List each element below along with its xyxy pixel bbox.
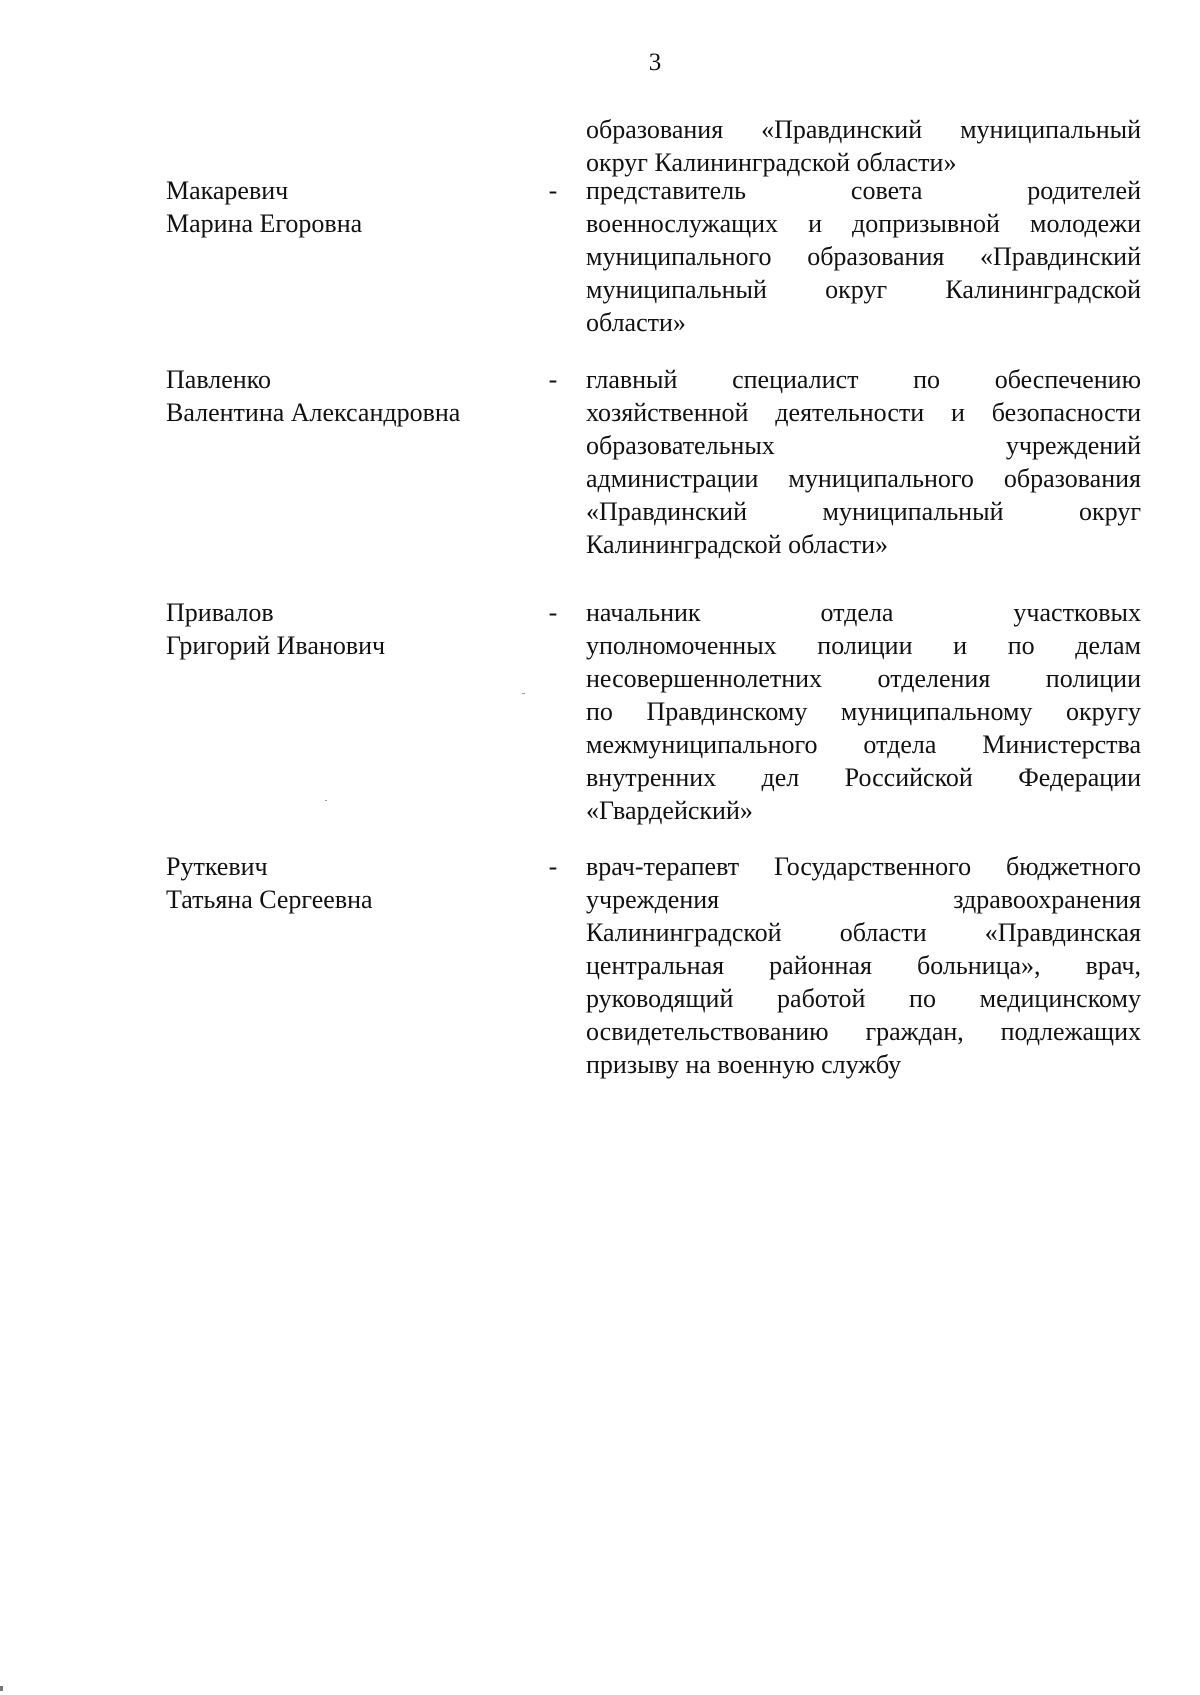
- text-line: образовательных учреждений: [586, 431, 1141, 460]
- member-given-names: Татьяна Сергеевна: [166, 885, 373, 914]
- text-line: хозяйственной деятельности и безопасности: [586, 398, 1141, 427]
- member-position: [586, 850, 1141, 1081]
- text-line: Калининградской области «Правдинская: [586, 918, 1141, 947]
- text-line: муниципального образования «Правдинский: [586, 242, 1141, 271]
- member-name: [166, 850, 526, 916]
- text-line: врач-терапевт Государственного бюджетного: [586, 852, 1141, 881]
- scan-speck: [522, 693, 525, 694]
- text-line: учреждения здравоохранения: [586, 885, 1141, 914]
- scan-speck: [325, 800, 327, 801]
- member-surname: Макаревич: [166, 176, 289, 205]
- text-line: внутренних дел Российской Федерации: [586, 763, 1141, 792]
- text-line: главный специалист по обеспечению: [586, 365, 1141, 394]
- dash-separator: -: [548, 598, 558, 627]
- member-surname: Павленко: [166, 365, 271, 394]
- text-line: администрации муниципального образования: [586, 464, 1141, 493]
- text-line: начальник отдела участковых: [586, 598, 1141, 627]
- text-line: военнослужащих и допризывной молодежи: [586, 209, 1141, 238]
- dash-separator: -: [548, 852, 558, 881]
- text-line: округ Калининградской области»: [586, 148, 957, 177]
- member-name: [166, 174, 526, 240]
- text-line: «Правдинский муниципальный округ: [586, 497, 1141, 526]
- page-number: 3: [648, 49, 662, 76]
- member-given-names: Валентина Александровна: [166, 398, 461, 427]
- member-surname: Привалов: [166, 598, 274, 627]
- text-line: межмуниципального отдела Министерства: [586, 730, 1141, 759]
- text-line: призыву на военную службу: [586, 1050, 902, 1079]
- member-position: [586, 363, 1141, 561]
- text-line: области»: [586, 308, 686, 337]
- member-name: [166, 363, 526, 429]
- text-line: руководящий работой по медицинскому: [586, 984, 1141, 1013]
- dash-separator: -: [548, 176, 558, 205]
- text-line: центральная районная больница», врач,: [586, 951, 1141, 980]
- member-position: [586, 596, 1141, 827]
- text-line: освидетельствованию граждан, подлежащих: [586, 1017, 1141, 1046]
- continuation-text: [586, 113, 1141, 179]
- scan-speck: [0, 1686, 3, 1691]
- text-line: представитель совета родителей: [586, 176, 1141, 205]
- text-line: уполномоченных полиции и по делам: [586, 631, 1141, 660]
- text-line: по Правдинскому муниципальному округу: [586, 697, 1141, 726]
- member-given-names: Григорий Иванович: [166, 631, 386, 660]
- dash-separator: -: [548, 365, 558, 394]
- text-line: муниципальный округ Калининградской: [586, 275, 1141, 304]
- member-surname: Руткевич: [166, 852, 268, 881]
- member-position: [586, 174, 1141, 339]
- member-name: [166, 596, 526, 662]
- member-given-names: Марина Егоровна: [166, 209, 363, 238]
- text-line: Калининградской области»: [586, 530, 889, 559]
- text-line: образования «Правдинский муниципальный: [586, 115, 1141, 144]
- text-line: «Гвардейский»: [586, 796, 753, 825]
- text-line: несовершеннолетних отделения полиции: [586, 664, 1141, 693]
